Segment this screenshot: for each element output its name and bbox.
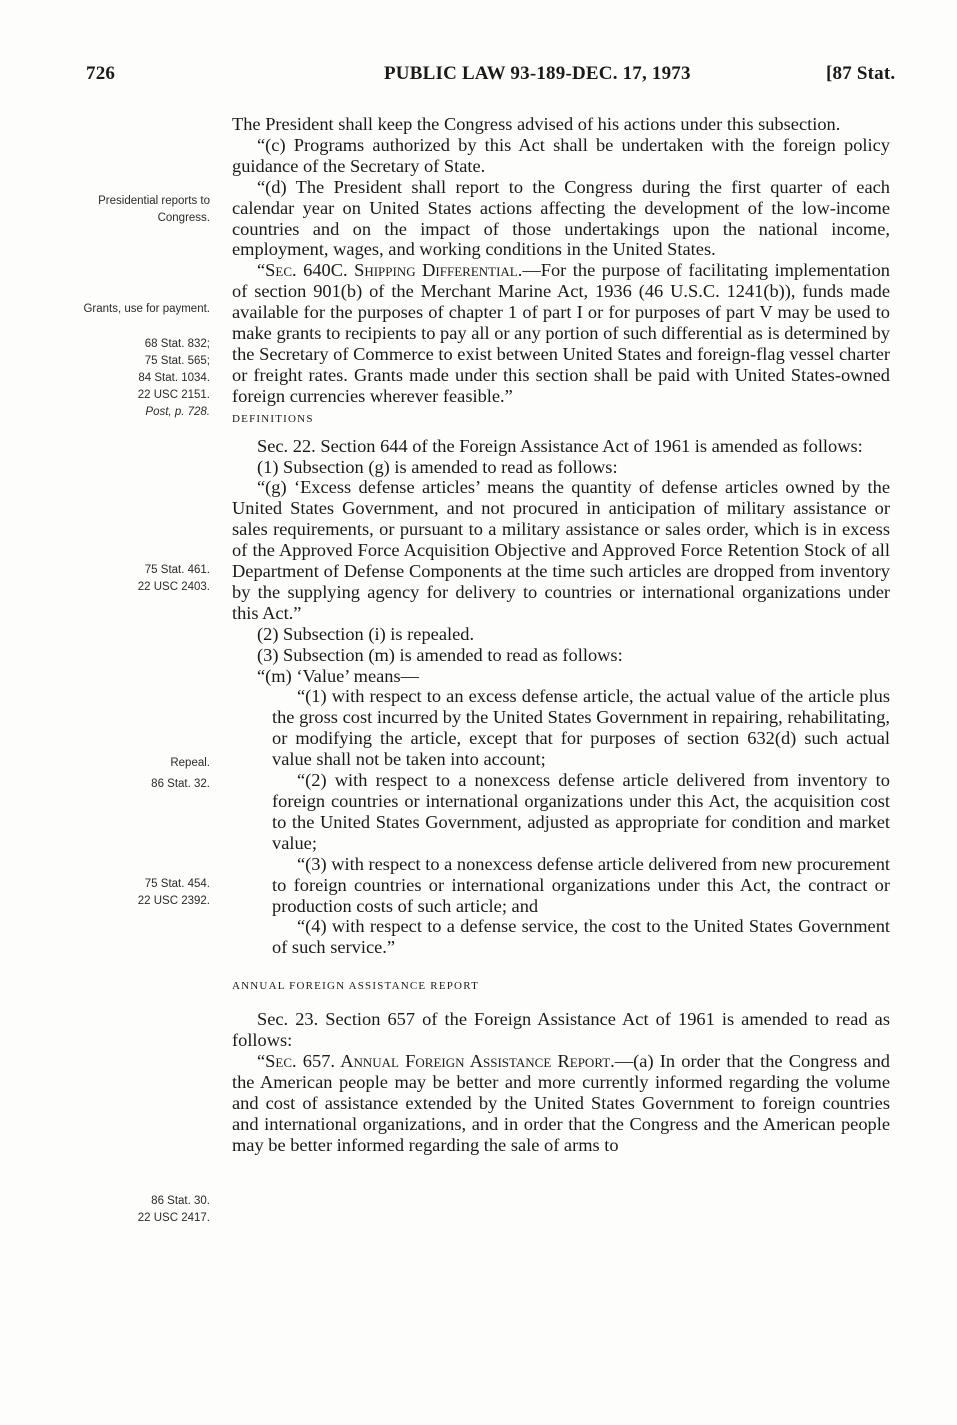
section-657-text: —(a) In order that the Congress and the American people may be better and more currently informed regarding the volume and cost of assistance extended by the United States Government to foreign countries and international organizations, and in order that the Congress and the American people may be better informed regarding the sale of arms to bbox=[232, 1050, 890, 1155]
citation: 75 Stat. 461. bbox=[144, 564, 210, 576]
subsection-1: (1) Subsection (g) is amended to read as follows: bbox=[257, 456, 618, 477]
statute-body bbox=[232, 114, 890, 1156]
subsection-2: (2) Subsection (i) is repealed. bbox=[257, 623, 475, 644]
paragraph: The President shall keep the Congress advised of his actions under this subsection. bbox=[232, 114, 841, 134]
citation: 84 Stat. 1034. bbox=[138, 372, 210, 384]
citation: 22 USC 2392. bbox=[137, 895, 210, 907]
section-23: Sec. 23. Section 657 of the Foreign Assistance Act of 1961 is amended to read as follows: bbox=[232, 1009, 890, 1051]
value-clause-2: “(2) with respect to a nonexcess defense article delivered from inventory to foreign countries or international organizations under this Act, the acquisition cost to the United States Government, adjusted as appropriate for condition and market value; bbox=[272, 770, 890, 853]
margin-citations-632d bbox=[82, 876, 210, 910]
definition-g: “(g) ‘Excess defense articles’ means the quantity of defense articles owned by the United States Government, and not procured in anticipation of military assistance or sales requirements, or pursuant to a military assistance or sales order, which is in excess of the Approved Force Acquisition Objective and Approved Force Retention Stock of all Department of Defense Components at the time such articles are dropped from inventory by the supplying agency for delivery to countries or international organizations under this Act.” bbox=[232, 477, 890, 623]
heading-definitions: DEFINITIONS bbox=[232, 412, 314, 425]
margin-citations-sec23 bbox=[82, 1193, 210, 1227]
citation: 68 Stat. 832; bbox=[144, 338, 210, 350]
margin-note-grants: Grants, use for payment. bbox=[83, 303, 210, 315]
margin-note-presidential-reports: Presidential reports to Congress. bbox=[98, 195, 210, 224]
stat-volume: [87 Stat. bbox=[826, 63, 896, 84]
running-title: PUBLIC LAW 93-189-DEC. 17, 1973 bbox=[384, 63, 691, 84]
value-clause-4: “(4) with respect to a defense service, the cost to the United States Government of such service.” bbox=[272, 916, 890, 958]
paragraph-d: “(d) The President shall report to the Congress during the first quarter of each calendar year on United States actions affecting the development of the low-income countries and on the impact of those undertakings upon the national income, employment, wages, and working conditions in the United States. bbox=[232, 176, 890, 260]
margin-note-repeal: Repeal. bbox=[170, 757, 210, 769]
citation: 22 USC 2403. bbox=[137, 581, 210, 593]
margin-citation-86-32: 86 Stat. 32. bbox=[151, 778, 210, 790]
section-22: Sec. 22. Section 644 of the Foreign Assistance Act of 1961 is amended as follows: bbox=[257, 435, 863, 456]
margin-citations-640c bbox=[82, 336, 210, 421]
section-657-heading: “Sec. 657. Annual Foreign Assistance Report. bbox=[257, 1050, 615, 1071]
subsection-3: (3) Subsection (m) is amended to read as follows: bbox=[257, 644, 623, 665]
paragraph-c: “(c) Programs authorized by this Act shall be undertaken with the foreign policy guidance of the Secretary of State. bbox=[232, 134, 890, 176]
page-number: 726 bbox=[86, 63, 116, 84]
value-clause-1: “(1) with respect to an excess defense article, the actual value of the article plus the gross cost incurred by the United States Government in repairing, rehabilitating, or modifying the article, except that for purposes of section 632(d) such actual value shall not be taken into account; bbox=[272, 686, 890, 770]
section-657 bbox=[232, 1051, 890, 1156]
section-640c-heading: “Sec. 640C. Shipping Differential. bbox=[257, 260, 523, 281]
heading-annual-report: ANNUAL FOREIGN ASSISTANCE REPORT bbox=[232, 980, 479, 993]
citation-post: Post, p. 728. bbox=[145, 406, 210, 418]
value-clause-3: “(3) with respect to a nonexcess defense article delivered from new procurement to foreign countries or international organizations under this Act, the contract or production costs of such article; and bbox=[272, 853, 890, 916]
citation: 22 USC 2151. bbox=[137, 389, 210, 401]
citation: 86 Stat. 30. bbox=[151, 1195, 210, 1207]
section-640c bbox=[232, 260, 890, 406]
definition-m: “(m) ‘Value’ means— bbox=[257, 665, 420, 686]
citation: 22 USC 2417. bbox=[137, 1212, 210, 1224]
margin-citations-sec22 bbox=[82, 562, 210, 596]
citation: 75 Stat. 454. bbox=[144, 878, 210, 890]
citation: 75 Stat. 565; bbox=[144, 355, 210, 367]
section-640c-text: —For the purpose of facilitating implementation of section 901(b) of the Merchant Marine Act, 1936 (46 U.S.C. 1241(b)), funds made available for the purposes of chapter 1 of part I or for purposes of part V may be used to make grants to recipients to pay all or any portion of such differential as is determined by the Secretary of Commerce to exist between United States and foreign-flag vessel charter or freight rates. Grants made under this section shall be paid with United States-owned foreign currencies wherever feasible.” bbox=[232, 260, 890, 406]
